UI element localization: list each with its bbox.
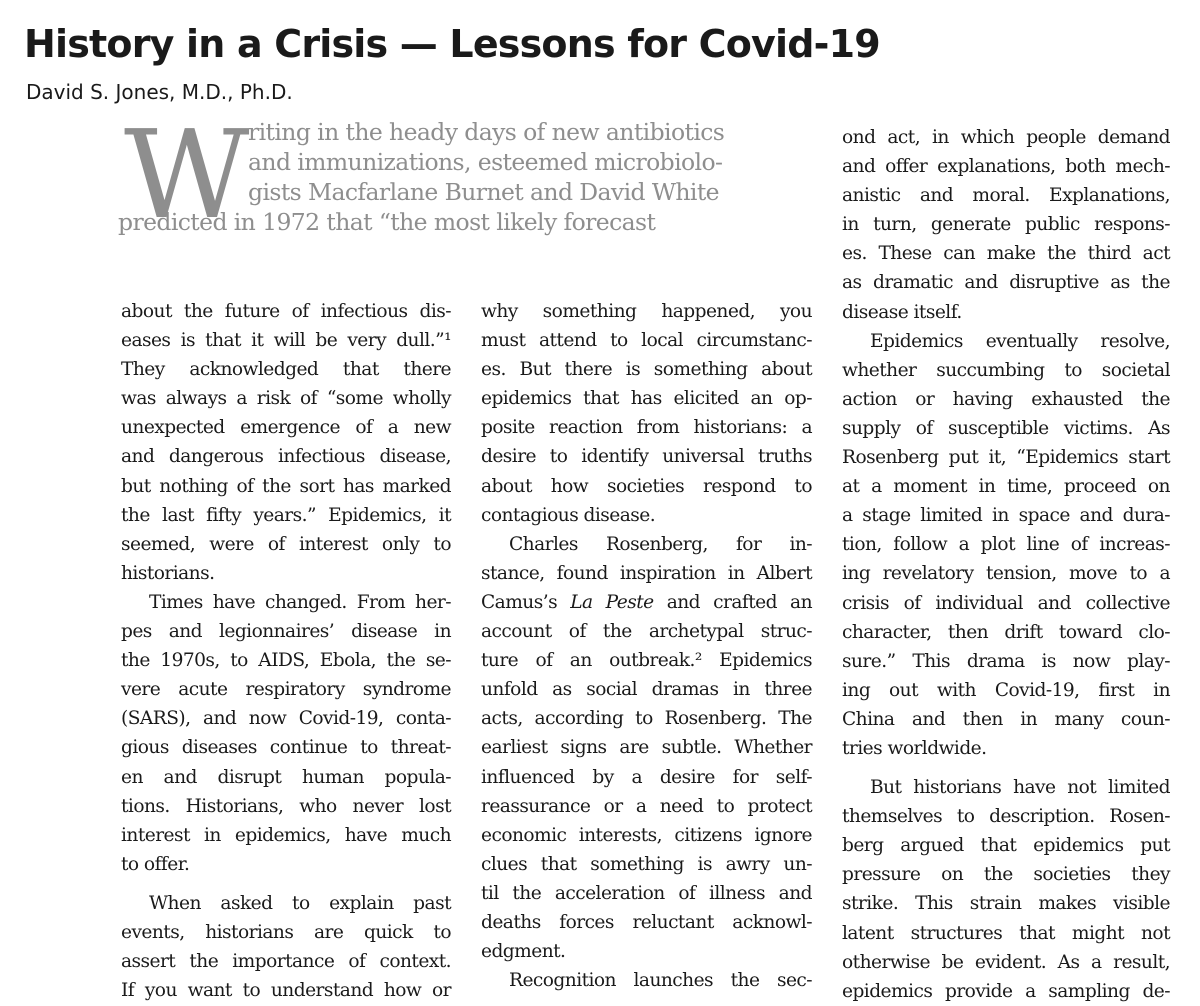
lede-line: gists Macfarlane Burnet and David White (248, 178, 719, 206)
text-line: interest in epidemics, have much (121, 824, 451, 846)
text-line: ture of an outbreak.² Epidemics (481, 650, 812, 672)
text-column-2 (481, 297, 812, 995)
lede-paragraph (118, 104, 818, 277)
text-line: When asked to explain past (149, 892, 451, 914)
text-line: deaths forces reluctant acknowl- (481, 911, 812, 933)
text-line: Times have changed. From her- (149, 591, 451, 613)
text-line: whether succumbing to societal (842, 359, 1170, 381)
text-line: epidemics provide a sampling de- (842, 980, 1170, 1002)
text-fragment: and crafted an (653, 591, 813, 613)
lede-line: riting in the heady days of new antibiotics (248, 118, 725, 146)
author-byline: David S. Jones, M.D., Ph.D. (26, 80, 293, 104)
text-line: in turn, generate public respons- (842, 214, 1170, 236)
text-line: disease itself. (842, 301, 962, 323)
text-line: about the future of infectious dis- (121, 301, 451, 322)
text-line: pressure on the societies they (842, 864, 1170, 886)
text-line: historians. (121, 562, 215, 584)
text-line: clues that something is awry un- (481, 853, 812, 875)
lede-line: and immunizations, esteemed microbiolo- (248, 148, 723, 176)
text-line: ond act, in which people demand (842, 127, 1170, 148)
text-line: character, then drift toward clo- (842, 621, 1170, 643)
text-line: seemed, were of interest only to (121, 533, 451, 555)
text-line: But historians have not limited (870, 777, 1170, 799)
text-line: gious diseases continue to threat- (121, 737, 451, 759)
text-line: eases is that it will be very dull.”¹ (121, 330, 451, 352)
text-line: must attend to local circumstanc- (481, 330, 812, 352)
book-title-italic: La Peste (570, 591, 654, 613)
text-line: anistic and moral. Explanations, (842, 185, 1170, 207)
text-line: influenced by a desire for self- (481, 766, 812, 788)
text-line: why something happened, you (481, 301, 812, 322)
text-line: assert the importance of context. (121, 951, 451, 973)
text-line: but nothing of the sort has marked (121, 475, 451, 497)
text-line (481, 588, 812, 617)
text-line: Recognition launches the sec- (509, 970, 812, 992)
text-line: unexpected emergence of a new (121, 417, 451, 439)
text-line: China and then in many coun- (842, 708, 1170, 730)
text-line: posite reaction from historians: a (481, 417, 812, 439)
text-line: Charles Rosenberg, for in- (509, 533, 812, 555)
text-column-1 (121, 297, 451, 1005)
text-fragment: Camus’s (481, 591, 571, 613)
text-line: pes and legionnaires’ disease in (121, 621, 451, 643)
text-line: edgment. (481, 941, 566, 963)
article-title: History in a Crisis — Lessons for Covid-19 (24, 22, 880, 66)
text-line: berg argued that epidemics put (842, 835, 1170, 857)
text-line: and dangerous infectious disease, (121, 446, 451, 468)
text-line: themselves to description. Rosen- (842, 806, 1170, 828)
text-line: reassurance or a need to protect (481, 795, 812, 817)
text-line: the last fifty years.” Epidemics, it (121, 504, 451, 526)
text-line: tions. Historians, who never lost (121, 795, 451, 817)
text-line: a stage limited in space and dura- (842, 505, 1170, 527)
text-line: es. These can make the third act (842, 243, 1170, 265)
text-line: tries worldwide. (842, 737, 987, 759)
text-line: the 1970s, to AIDS, Ebola, the se- (121, 650, 451, 672)
text-line: supply of susceptible victims. As (842, 417, 1170, 439)
text-line: action or having exhausted the (842, 388, 1170, 410)
text-line: Epidemics eventually resolve, (870, 330, 1170, 352)
text-column-3 (842, 123, 1170, 1006)
text-line: otherwise be evident. As a result, (842, 951, 1170, 973)
lede-line: predicted in 1972 that “the most likely forecast (118, 208, 656, 236)
text-line: (SARS), and now Covid-19, conta- (121, 708, 451, 730)
text-line: events, historians are quick to (121, 921, 451, 943)
text-line: about how societies respond to (481, 475, 812, 497)
text-line: crisis of individual and collective (842, 592, 1170, 614)
text-line: at a moment in time, proceed on (842, 476, 1170, 498)
text-line: desire to identify universal truths (481, 446, 812, 468)
text-line: tion, follow a plot line of increas- (842, 534, 1170, 556)
text-line: as dramatic and disruptive as the (842, 272, 1170, 294)
text-line: account of the archetypal struc- (481, 621, 812, 643)
text-line: They acknowledged that there (121, 359, 451, 381)
text-line: epidemics that has elicited an op- (481, 388, 812, 410)
text-line: to offer. (121, 853, 190, 875)
text-line: was always a risk of “some wholly (121, 388, 451, 410)
text-line: vere acute respiratory syndrome (121, 679, 451, 701)
text-line: Rosenberg put it, “Epidemics start (842, 447, 1170, 469)
text-line: acts, according to Rosenberg. The (481, 708, 812, 730)
text-line: ing revelatory tension, move to a (842, 563, 1170, 585)
text-line: economic interests, citizens ignore (481, 824, 812, 846)
text-line: and offer explanations, both mech- (842, 156, 1170, 178)
text-line: es. But there is something about (481, 359, 812, 381)
text-line: en and disrupt human popula- (121, 766, 451, 788)
text-line: contagious disease. (481, 504, 656, 526)
text-line: If you want to understand how or (121, 980, 451, 1002)
drop-cap: W (124, 104, 250, 246)
text-line: latent structures that might not (842, 922, 1170, 944)
text-line: stance, found inspiration in Albert (481, 562, 812, 584)
text-line: ing out with Covid-19, first in (842, 679, 1170, 701)
text-line: til the acceleration of illness and (481, 882, 812, 904)
text-line: unfold as social dramas in three (481, 679, 812, 701)
text-line: sure.” This drama is now play- (842, 650, 1170, 672)
text-line: strike. This strain makes visible (842, 893, 1170, 915)
text-line: earliest signs are subtle. Whether (481, 737, 812, 759)
